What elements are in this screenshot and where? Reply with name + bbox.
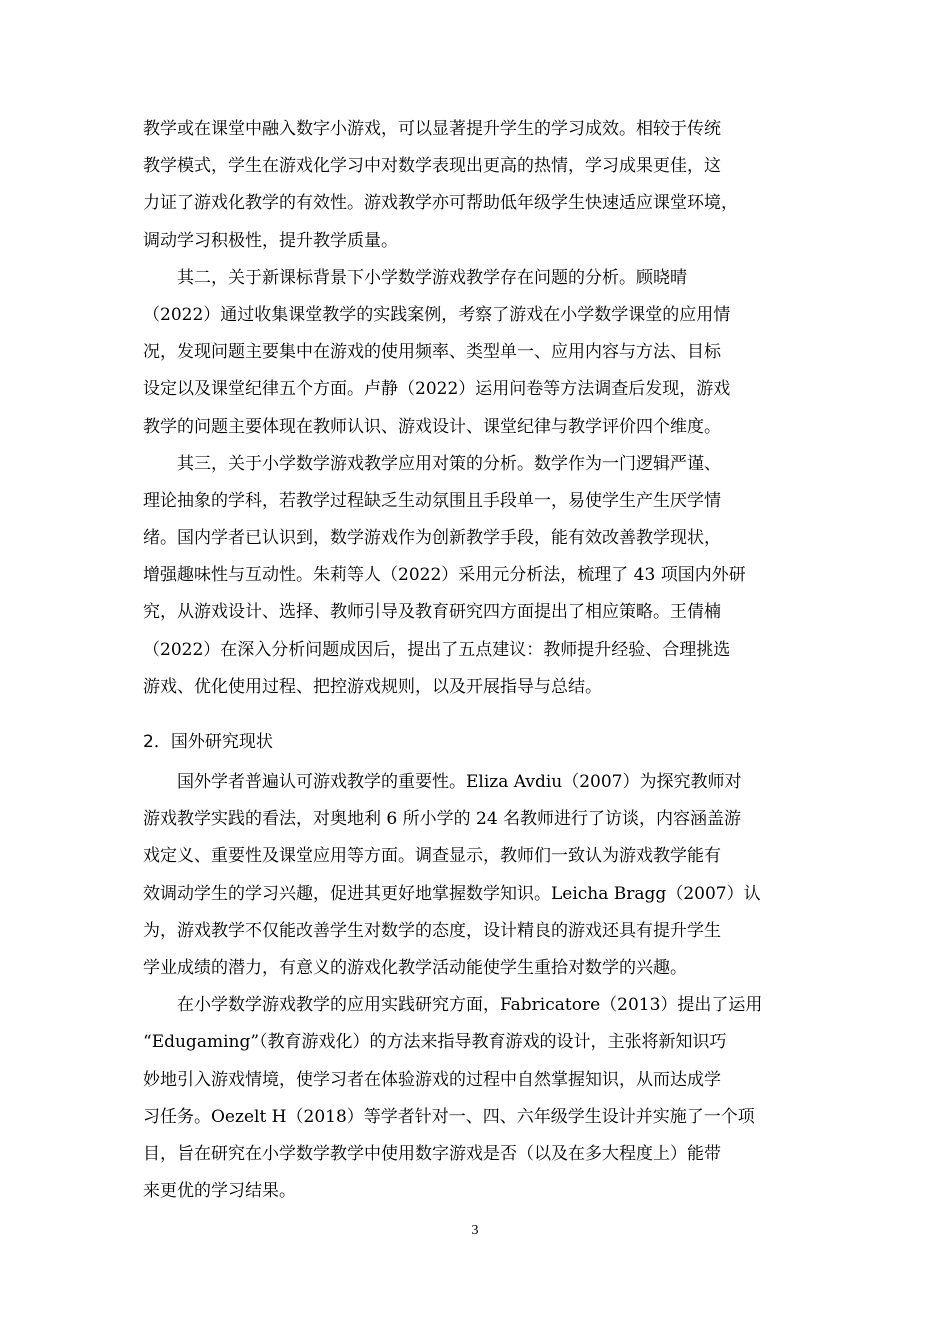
text-line: 游戏、优化使用过程、把控游戏规则，以及开展指导与总结。 [143,676,602,697]
text-line: 国外学者普遍认可游戏教学的重要性。Eliza Avdiu（2007）为探究教师对 [177,772,742,792]
text-line: 调动学习积极性，提升教学质量。 [143,230,398,251]
text-line: 妙地引入游戏情境，使学习者在体验游戏的过程中自然掌握知识，从而达成学 [143,1069,721,1090]
text-line: 教学模式，学生在游戏化学习中对数学表现出更高的热情，学习成果更佳，这 [143,156,721,177]
foreign-research-paragraphs [143,764,809,1210]
text-line: 究，从游戏设计、选择、教师引导及教育研究四方面提出了相应策略。王倩楠 [143,602,721,623]
text-line: 况，发现问题主要集中在游戏的使用频率、类型单一、应用内容与方法、目标 [143,342,721,363]
text-line: 游戏教学实践的看法，对奥地利 6 所小学的 24 名教师进行了访谈，内容涵盖游 [143,809,742,830]
text-line: 增强趣味性与互动性。朱莉等人（2022）采用元分析法，梳理了 43 项国内外研 [143,565,746,586]
text-line: 理论抽象的学科，若教学过程缺乏生动氛围且手段单一，易使学生产生厌学情 [143,490,721,511]
page-number: 3 [471,1223,479,1238]
text-line: 教学的问题主要体现在教师认识、游戏设计、课堂纪律与教学评价四个维度。 [143,416,721,437]
text-line: 学业成绩的潜力，有意义的游戏化教学活动能使学生重拾对数学的兴趣。 [143,957,687,978]
text-line: 教学或在课堂中融入数字小游戏，可以显著提升学生的学习成效。相较于传统 [143,119,721,139]
text-line: （2022）在深入分析问题成因后，提出了五点建议：教师提升经验、合理挑选 [143,639,731,660]
text-line: 绪。国内学者已认识到，数学游戏作为创新教学手段，能有效改善教学现状， [143,528,721,549]
text-line: 其三，关于小学数学游戏教学应用对策的分析。数学作为一门逻辑严谨、 [177,453,721,474]
text-line: 力证了游戏化教学的有效性。游戏教学亦可帮助低年级学生快速适应课堂环境， [143,193,738,214]
text-line: 习任务。Oezelt H（2018）等学者针对一、四、六年级学生设计并实施了一个项 [143,1106,755,1127]
text-line: 效调动学生的学习兴趣，促进其更好地掌握数学知识。Leicha Bragg（2007）认 [143,883,761,904]
text-line: 设定以及课堂纪律五个方面。卢静（2022）运用问卷等方法调查后发现，游戏 [143,379,731,400]
domestic-research-paragraphs [143,111,809,706]
text-line: 为，游戏教学不仅能改善学生对数学的态度，设计精良的游戏还具有提升学生 [143,920,721,941]
section-heading-foreign-research: 2．国外研究现状 [143,732,273,752]
text-line: 戏定义、重要性及课堂应用等方面。调查显示，教师们一致认为游戏教学能有 [143,846,721,867]
text-line: 其二，关于新课标背景下小学数学游戏教学存在问题的分析。顾晓晴 [177,267,687,288]
text-line: 目，旨在研究在小学数学教学中使用数字游戏是否（以及在多大程度上）能带 [143,1143,721,1164]
text-line: （2022）通过收集课堂教学的实践案例，考察了游戏在小学数学课堂的应用情 [143,304,731,325]
text-line: 来更优的学习结果。 [143,1181,296,1202]
text-line: “Edugaming”（教育游戏化）的方法来指导教育游戏的设计，主张将新知识巧 [143,1032,727,1053]
text-line: 在小学数学游戏教学的应用实践研究方面，Fabricatore（2013）提出了运用 [177,995,763,1016]
